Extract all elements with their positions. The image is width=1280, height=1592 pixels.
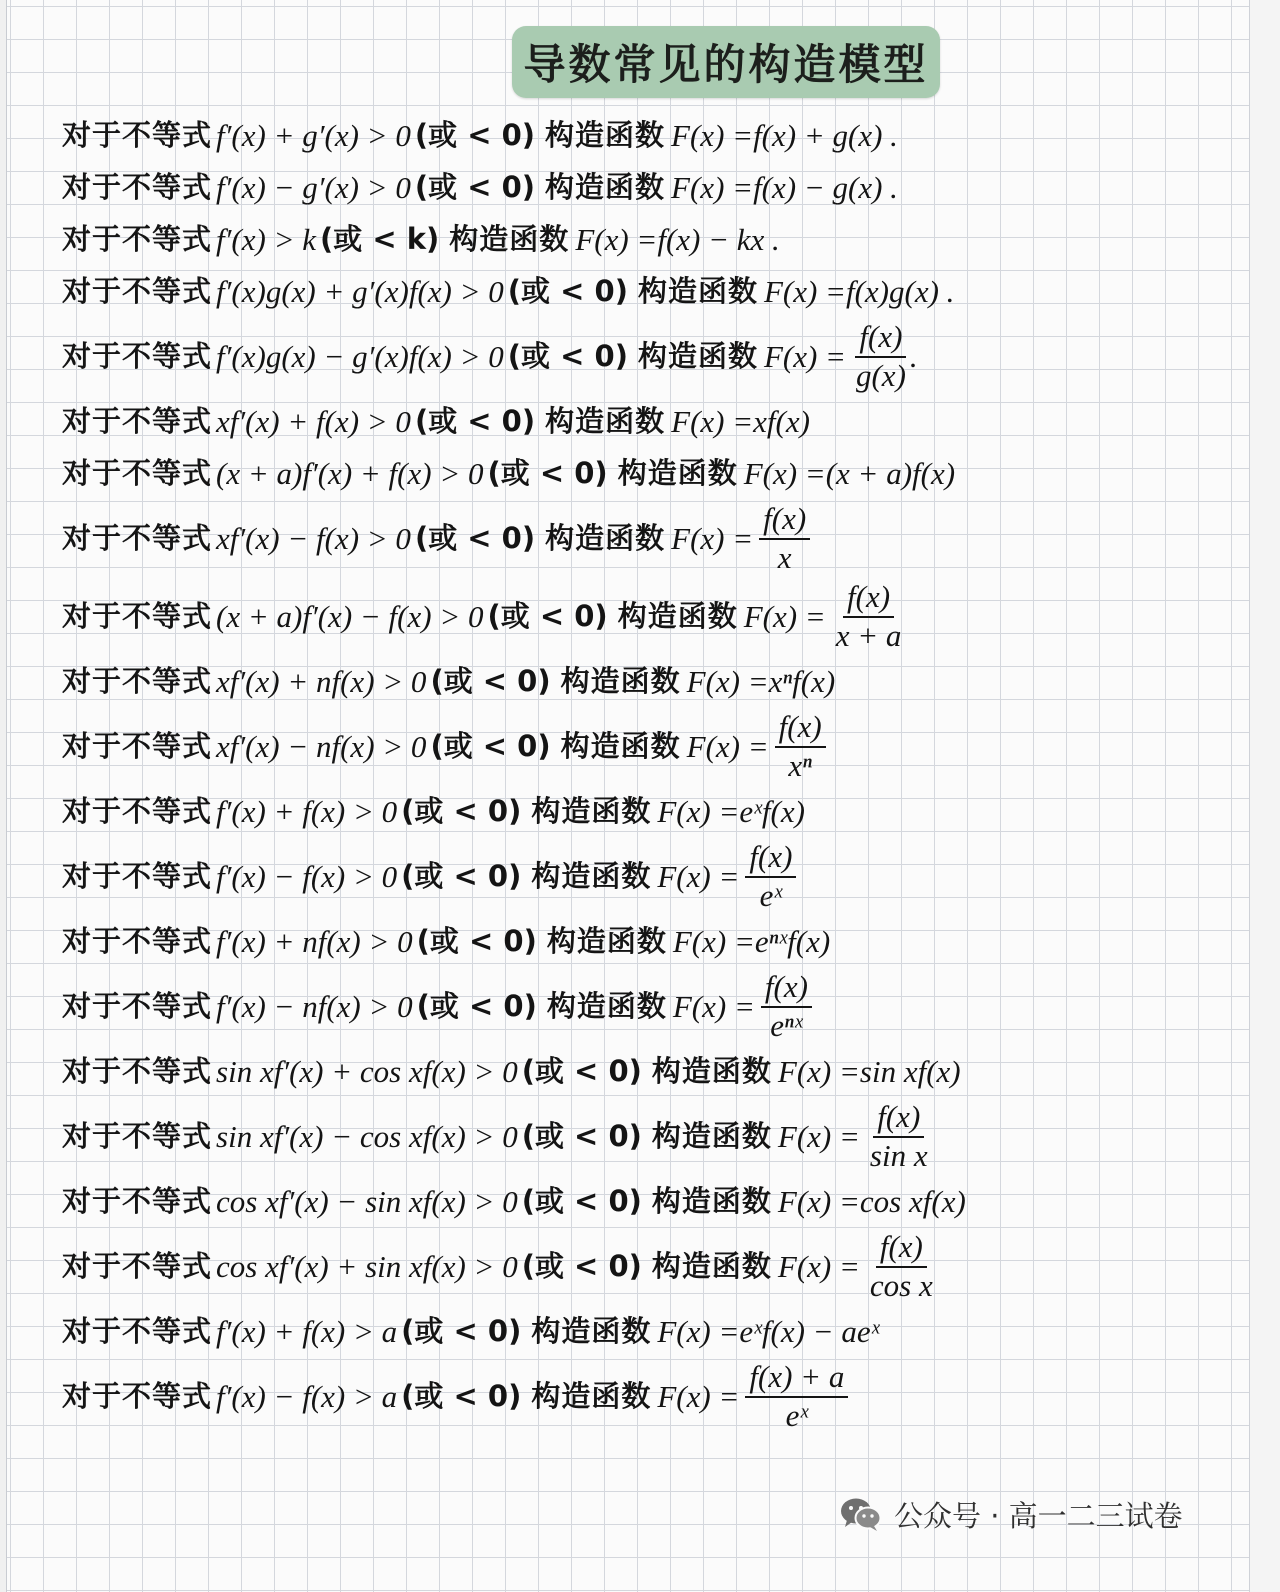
function-name: F(x) = bbox=[777, 1054, 860, 1090]
fraction-denominator: x + a bbox=[835, 618, 902, 653]
function-name: F(x) = bbox=[763, 274, 846, 310]
fraction bbox=[866, 1231, 937, 1302]
function-name: F(x) = bbox=[671, 118, 754, 154]
fraction bbox=[832, 581, 906, 652]
function-name: F(x) = bbox=[763, 339, 846, 375]
fraction bbox=[759, 503, 810, 574]
constructed-function: f(x) − g(x) . bbox=[753, 170, 898, 206]
row-lead-text: 对于不等式 bbox=[62, 404, 213, 439]
row-lead-text: 对于不等式 bbox=[62, 924, 213, 959]
wechat-icon bbox=[838, 1494, 884, 1534]
fraction-numerator: f(x) bbox=[745, 841, 796, 878]
inequality-condition: f′(x) − g′(x) > 0 bbox=[216, 170, 411, 206]
fraction bbox=[775, 711, 826, 782]
constructed-function: cos xf(x) bbox=[859, 1184, 966, 1220]
alternate-condition: (或 < 0) bbox=[414, 521, 536, 556]
formula-row bbox=[62, 214, 1242, 266]
row-lead-text: 对于不等式 bbox=[62, 1054, 213, 1089]
function-name: F(x) = bbox=[686, 729, 769, 765]
formula-row bbox=[62, 1098, 1242, 1176]
alternate-condition: (或 < 0) bbox=[401, 794, 522, 829]
fraction bbox=[761, 971, 812, 1042]
page-left-edge bbox=[0, 0, 7, 1592]
inequality-condition: xf′(x) + nf(x) > 0 bbox=[216, 664, 427, 700]
inequality-condition: f′(x) + g′(x) > 0 bbox=[216, 118, 411, 154]
constructed-function: eˣf(x) bbox=[739, 794, 805, 830]
fraction bbox=[866, 1101, 932, 1172]
constructed-function: sin xf(x) bbox=[859, 1054, 961, 1090]
page-right-edge bbox=[1249, 0, 1280, 1592]
inequality-condition: (x + a)f′(x) + f(x) > 0 bbox=[216, 456, 484, 492]
formula-row bbox=[62, 110, 1242, 162]
inequality-condition: f′(x)g(x) + g′(x)f(x) > 0 bbox=[216, 274, 504, 310]
formula-row bbox=[62, 708, 1242, 786]
fraction-denominator: sin x bbox=[869, 1138, 928, 1173]
construct-label: 构造函数 bbox=[651, 1249, 772, 1284]
construct-label: 构造函数 bbox=[531, 859, 652, 894]
inequality-condition: f′(x) + nf(x) > 0 bbox=[216, 924, 413, 960]
watermark-text: 公众号 · 高一二三试卷 bbox=[894, 1498, 1183, 1533]
inequality-condition: xf′(x) + f(x) > 0 bbox=[216, 404, 411, 440]
construct-label: 构造函数 bbox=[545, 170, 666, 205]
fraction-numerator: f(x) bbox=[761, 971, 812, 1008]
construct-label: 构造函数 bbox=[531, 1379, 652, 1414]
fraction-denominator: xⁿ bbox=[788, 748, 812, 783]
alternate-condition: (或 < k) bbox=[320, 222, 440, 257]
formula-row bbox=[62, 1306, 1242, 1358]
fraction-denominator: eˣ bbox=[785, 1398, 809, 1433]
row-lead-text: 对于不等式 bbox=[62, 729, 213, 764]
construct-label: 构造函数 bbox=[637, 339, 758, 374]
constructed-function: xf(x) bbox=[753, 404, 810, 440]
row-lead-text: 对于不等式 bbox=[62, 456, 213, 491]
fraction bbox=[852, 321, 910, 392]
inequality-condition: f′(x)g(x) − g′(x)f(x) > 0 bbox=[216, 339, 504, 375]
function-name: F(x) = bbox=[657, 1314, 740, 1350]
formula-row bbox=[62, 396, 1242, 448]
formula-row bbox=[62, 838, 1242, 916]
row-lead-text: 对于不等式 bbox=[62, 170, 213, 205]
formula-list bbox=[62, 110, 1242, 1436]
constructed-function: eˣf(x) − aeˣ bbox=[739, 1314, 880, 1350]
fraction-numerator: f(x) bbox=[843, 581, 894, 618]
formula-row bbox=[62, 1228, 1242, 1306]
construct-label: 构造函数 bbox=[651, 1184, 772, 1219]
row-lead-text: 对于不等式 bbox=[62, 1379, 213, 1414]
construct-label: 构造函数 bbox=[617, 456, 738, 491]
function-name: F(x) = bbox=[672, 924, 755, 960]
construct-label: 构造函数 bbox=[545, 404, 666, 439]
constructed-function: f(x)g(x) . bbox=[845, 274, 955, 310]
fraction-numerator: f(x) bbox=[855, 321, 906, 358]
row-lead-text: 对于不等式 bbox=[62, 1184, 213, 1219]
row-lead-text: 对于不等式 bbox=[62, 664, 213, 699]
fraction-denominator: eⁿˣ bbox=[770, 1008, 803, 1043]
inequality-condition: f′(x) − nf(x) > 0 bbox=[216, 989, 413, 1025]
alternate-condition: (或 < 0) bbox=[430, 664, 551, 699]
formula-row bbox=[62, 656, 1242, 708]
formula-row bbox=[62, 162, 1242, 214]
construct-label: 构造函数 bbox=[651, 1054, 772, 1089]
fraction-numerator: f(x) bbox=[876, 1231, 927, 1268]
construct-label: 构造函数 bbox=[545, 118, 666, 153]
constructed-function: (x + a)f(x) bbox=[825, 456, 956, 492]
fraction-denominator: x bbox=[777, 540, 792, 575]
function-name: F(x) = bbox=[671, 521, 754, 557]
function-name: F(x) = bbox=[657, 859, 740, 895]
construct-label: 构造函数 bbox=[560, 664, 681, 699]
inequality-condition: f′(x) − f(x) > 0 bbox=[216, 859, 398, 895]
fraction bbox=[745, 1361, 848, 1432]
alternate-condition: (或 < 0) bbox=[401, 859, 522, 894]
alternate-condition: (或 < 0) bbox=[416, 924, 537, 959]
function-name: F(x) = bbox=[777, 1184, 860, 1220]
row-lead-text: 对于不等式 bbox=[62, 599, 213, 634]
row-lead-text: 对于不等式 bbox=[62, 274, 213, 309]
row-lead-text: 对于不等式 bbox=[62, 1119, 213, 1154]
inequality-condition: sin xf′(x) − cos xf(x) > 0 bbox=[216, 1119, 518, 1155]
alternate-condition: (或 < 0) bbox=[401, 1379, 522, 1414]
inequality-condition: f′(x) > k bbox=[216, 222, 316, 258]
alternate-condition: (或 < 0) bbox=[507, 339, 628, 374]
alternate-condition: (或 < 0) bbox=[430, 729, 551, 764]
formula-row bbox=[62, 500, 1242, 578]
watermark bbox=[838, 1490, 1183, 1538]
row-lead-text: 对于不等式 bbox=[62, 1314, 213, 1349]
construct-label: 构造函数 bbox=[637, 274, 758, 309]
formula-end-punctuation: . bbox=[909, 339, 918, 375]
row-lead-text: 对于不等式 bbox=[62, 989, 213, 1024]
inequality-condition: cos xf′(x) − sin xf(x) > 0 bbox=[216, 1184, 518, 1220]
row-lead-text: 对于不等式 bbox=[62, 118, 213, 153]
alternate-condition: (或 < 0) bbox=[521, 1054, 642, 1089]
inequality-condition: f′(x) + f(x) > 0 bbox=[216, 794, 398, 830]
formula-row bbox=[62, 916, 1242, 968]
formula-row bbox=[62, 266, 1242, 318]
formula-row bbox=[62, 1046, 1242, 1098]
inequality-condition: f′(x) − f(x) > a bbox=[216, 1379, 398, 1415]
alternate-condition: (或 < 0) bbox=[487, 456, 608, 491]
inequality-condition: (x + a)f′(x) − f(x) > 0 bbox=[216, 599, 484, 635]
constructed-function: xⁿf(x) bbox=[768, 664, 836, 700]
row-lead-text: 对于不等式 bbox=[62, 339, 213, 374]
alternate-condition: (或 < 0) bbox=[507, 274, 628, 309]
fraction-numerator: f(x) bbox=[873, 1101, 924, 1138]
construct-label: 构造函数 bbox=[546, 924, 667, 959]
function-name: F(x) = bbox=[657, 794, 740, 830]
function-name: F(x) = bbox=[671, 170, 754, 206]
inequality-condition: f′(x) + f(x) > a bbox=[216, 1314, 398, 1350]
fraction-denominator: cos x bbox=[869, 1268, 933, 1303]
construct-label: 构造函数 bbox=[545, 521, 666, 556]
alternate-condition: (或 < 0) bbox=[521, 1184, 642, 1219]
function-name: F(x) = bbox=[657, 1379, 740, 1415]
inequality-condition: xf′(x) − nf(x) > 0 bbox=[216, 729, 427, 765]
row-lead-text: 对于不等式 bbox=[62, 222, 213, 257]
constructed-function: eⁿˣf(x) bbox=[754, 924, 831, 960]
formula-row bbox=[62, 578, 1242, 656]
row-lead-text: 对于不等式 bbox=[62, 521, 213, 556]
construct-label: 构造函数 bbox=[531, 1314, 652, 1349]
formula-row bbox=[62, 1176, 1242, 1228]
formula-row bbox=[62, 448, 1242, 500]
function-name: F(x) = bbox=[743, 456, 826, 492]
constructed-function: f(x) + g(x) . bbox=[753, 118, 898, 154]
alternate-condition: (或 < 0) bbox=[487, 599, 608, 634]
fraction-numerator: f(x) bbox=[775, 711, 826, 748]
construct-label: 构造函数 bbox=[449, 222, 570, 257]
fraction-numerator: f(x) bbox=[759, 503, 810, 540]
function-name: F(x) = bbox=[777, 1119, 860, 1155]
construct-label: 构造函数 bbox=[651, 1119, 772, 1154]
alternate-condition: (或 < 0) bbox=[521, 1249, 642, 1284]
fraction-denominator: eˣ bbox=[759, 878, 783, 913]
construct-label: 构造函数 bbox=[560, 729, 681, 764]
fraction-denominator: g(x) bbox=[855, 358, 906, 393]
alternate-condition: (或 < 0) bbox=[416, 989, 537, 1024]
inequality-condition: sin xf′(x) + cos xf(x) > 0 bbox=[216, 1054, 518, 1090]
alternate-condition: (或 < 0) bbox=[414, 404, 536, 439]
formula-row bbox=[62, 1358, 1242, 1436]
alternate-condition: (或 < 0) bbox=[414, 170, 536, 205]
construct-label: 构造函数 bbox=[531, 794, 652, 829]
function-name: F(x) = bbox=[743, 599, 826, 635]
alternate-condition: (或 < 0) bbox=[414, 118, 536, 153]
construct-label: 构造函数 bbox=[546, 989, 667, 1024]
row-lead-text: 对于不等式 bbox=[62, 859, 213, 894]
function-name: F(x) = bbox=[575, 222, 658, 258]
inequality-condition: xf′(x) − f(x) > 0 bbox=[216, 521, 411, 557]
alternate-condition: (或 < 0) bbox=[401, 1314, 522, 1349]
function-name: F(x) = bbox=[686, 664, 769, 700]
title-badge bbox=[512, 26, 940, 98]
function-name: F(x) = bbox=[777, 1249, 860, 1285]
alternate-condition: (或 < 0) bbox=[521, 1119, 642, 1154]
formula-row bbox=[62, 318, 1242, 396]
fraction-numerator: f(x) + a bbox=[745, 1361, 848, 1398]
formula-row bbox=[62, 968, 1242, 1046]
row-lead-text: 对于不等式 bbox=[62, 794, 213, 829]
row-lead-text: 对于不等式 bbox=[62, 1249, 213, 1284]
construct-label: 构造函数 bbox=[617, 599, 738, 634]
inequality-condition: cos xf′(x) + sin xf(x) > 0 bbox=[216, 1249, 518, 1285]
fraction bbox=[745, 841, 796, 912]
function-name: F(x) = bbox=[672, 989, 755, 1025]
function-name: F(x) = bbox=[671, 404, 754, 440]
constructed-function: f(x) − kx . bbox=[657, 222, 780, 258]
formula-row bbox=[62, 786, 1242, 838]
page-title: 导数常见的构造模型 bbox=[523, 40, 929, 89]
